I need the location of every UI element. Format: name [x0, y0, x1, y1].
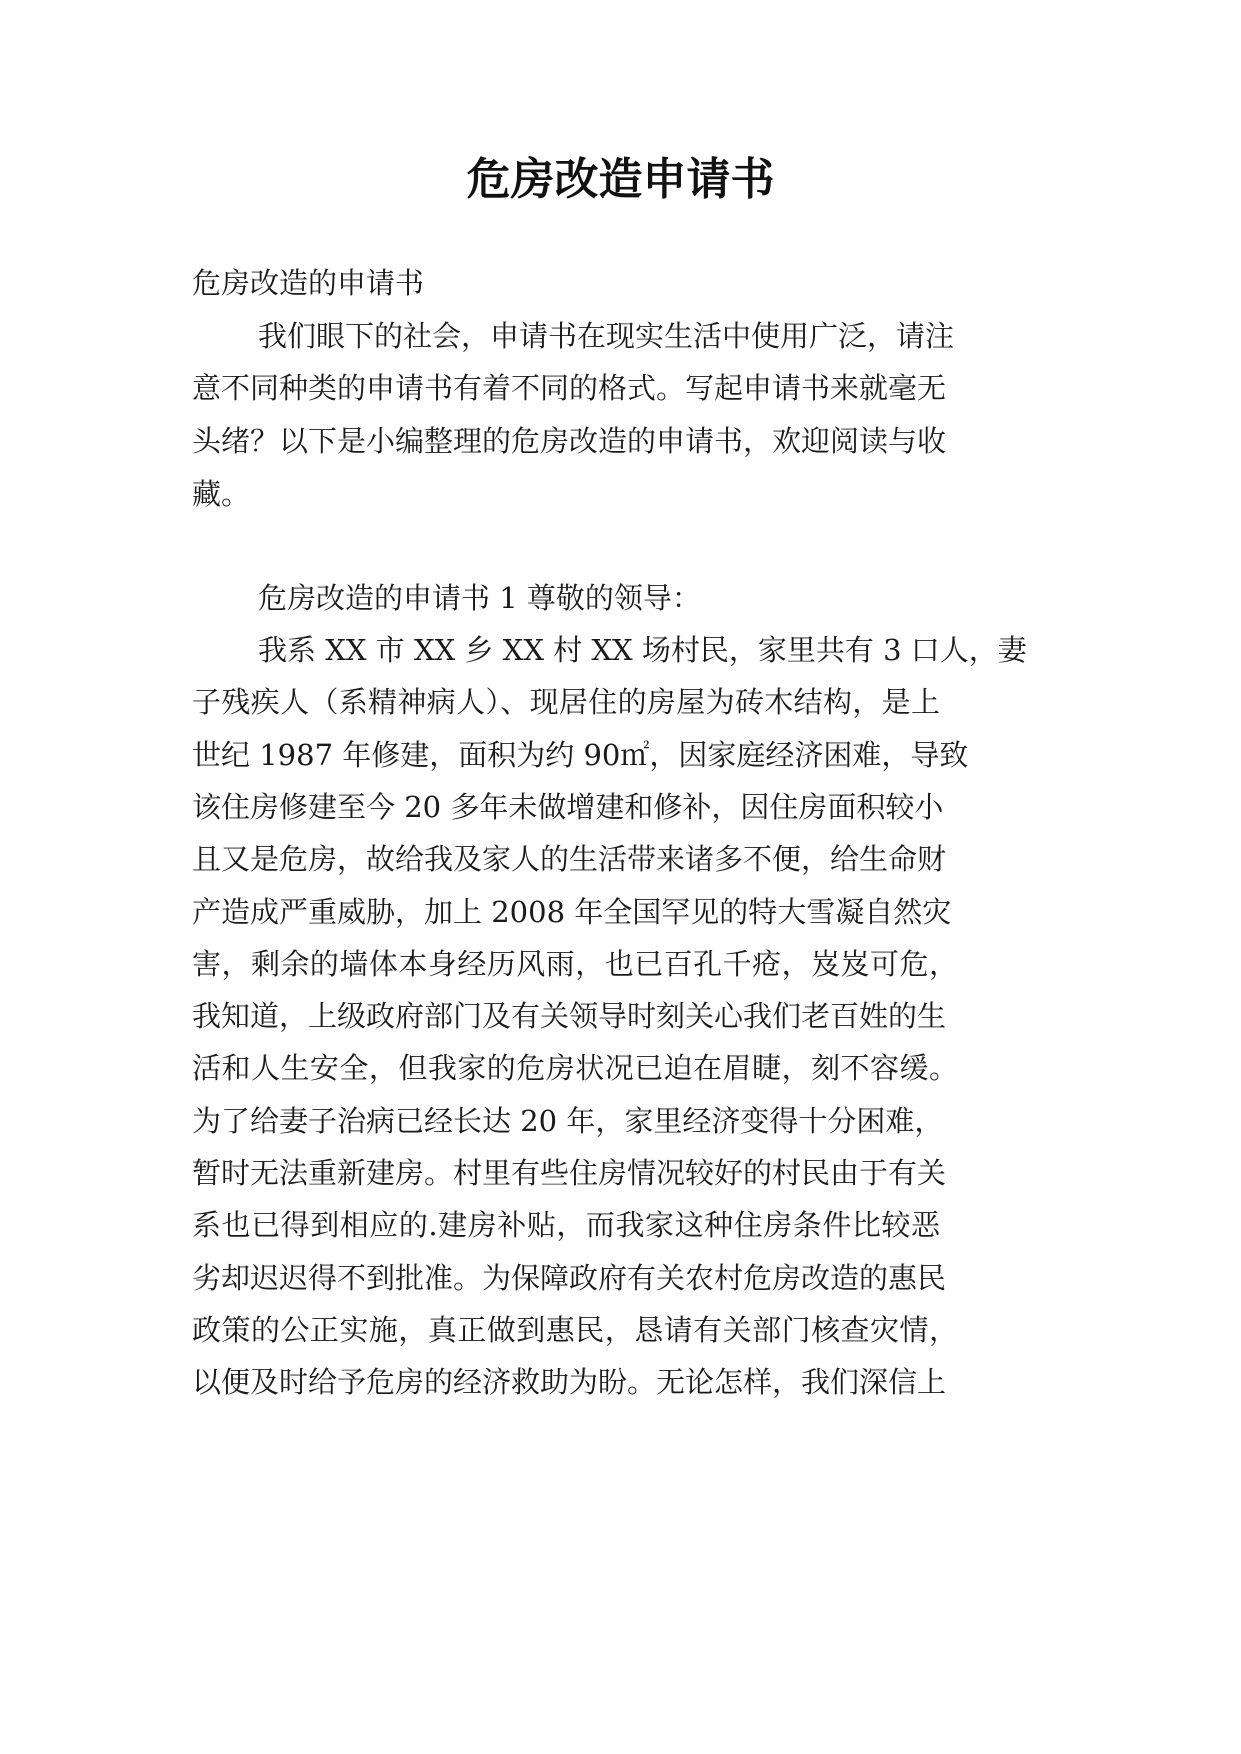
text-line: 产造成严重威胁，加上 2008 年全国罕见的特大雪凝自然灾 [192, 895, 952, 929]
text-line: 危房改造的申请书 1 尊敬的领导： [258, 581, 701, 615]
text-line: 暂时无法重新建房。村里有些住房情况较好的村民由于有关 [192, 1156, 947, 1190]
text-line: 头绪？以下是小编整理的危房改造的申请书，欢迎阅读与收 [192, 424, 947, 458]
document-title: 危房改造申请书 [466, 154, 775, 205]
text-line: 政策的公正实施，真正做到惠民，恳请有关部门核查灾情， [192, 1313, 958, 1347]
text-line: 为了给妻子治病已经长达 20 年，家里经济变得十分困难， [192, 1104, 944, 1138]
text-line: 子残疾人（系精神病人）、现居住的房屋为砖木结构，是上 [192, 685, 940, 719]
text-line: 藏。 [192, 477, 251, 511]
text-line: 以便及时给予危房的经济救助为盼。无论怎样，我们深信上 [192, 1365, 947, 1399]
text-line: 意不同种类的申请书有着不同的格式。写起申请书来就毫无 [192, 371, 947, 405]
text-line: 活和人生安全，但我家的危房状况已迫在眉睫，刻不容缓。 [192, 1051, 958, 1085]
text-line: 系也已得到相应的.建房补贴，而我家这种住房条件比较恶 [192, 1208, 940, 1242]
text-line: 危房改造的申请书 [192, 266, 425, 300]
text-line: 害，剩余的墙体本身经历风雨，也已百孔千疮，岌岌可危， [192, 947, 958, 981]
text-line: 我们眼下的社会，申请书在现实生活中使用广泛，请注 [258, 319, 955, 353]
text-line: 该住房修建至今 20 多年未做增建和修补，因住房面积较小 [192, 790, 944, 824]
text-line: 我知道，上级政府部门及有关领导时刻关心我们老百姓的生 [192, 999, 947, 1033]
text-line: 且又是危房，故给我及家人的生活带来诸多不便，给生命财 [192, 842, 947, 876]
text-line: 世纪 1987 年修建，面积为约 90㎡，因家庭经济困难，导致 [192, 738, 969, 772]
text-line: 劣却迟迟得不到批准。为保障政府有关农村危房改造的惠民 [192, 1261, 947, 1295]
text-line: 我系 XX 市 XX 乡 XX 村 XX 场村民，家里共有 3 口人，妻 [258, 633, 1027, 667]
